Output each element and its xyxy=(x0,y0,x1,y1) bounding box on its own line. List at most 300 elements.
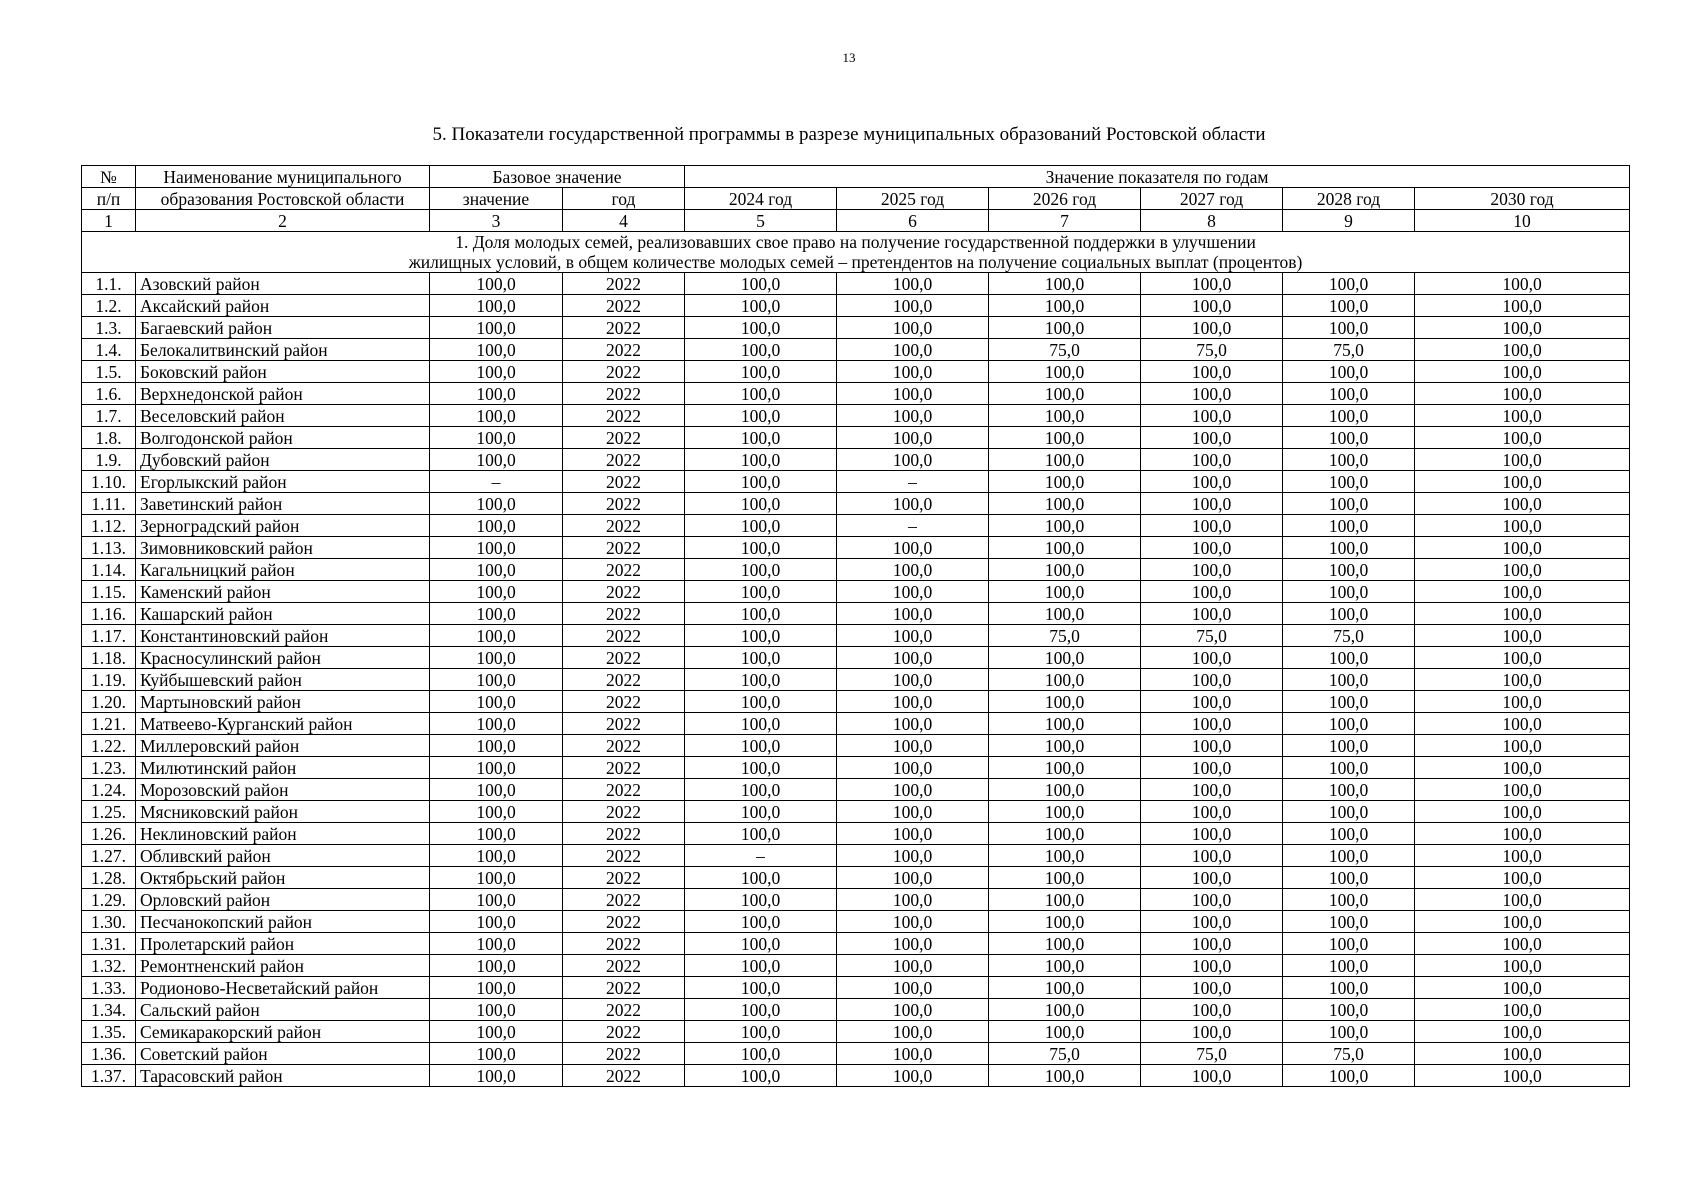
value-2027: 100,0 xyxy=(1141,471,1283,493)
value-2026: 75,0 xyxy=(989,1043,1141,1065)
value-2030: 100,0 xyxy=(1415,1021,1630,1043)
page-number: 13 xyxy=(842,50,856,65)
value-2027: 100,0 xyxy=(1141,669,1283,691)
value-2027: 100,0 xyxy=(1141,383,1283,405)
table-row xyxy=(82,383,1630,405)
value-2028: 100,0 xyxy=(1283,999,1415,1021)
value-2024: 100,0 xyxy=(685,713,837,735)
column-number: 5 xyxy=(685,210,837,232)
value-2030: 100,0 xyxy=(1415,845,1630,867)
municipality-name: Азовский район xyxy=(136,273,430,295)
value-2024: 100,0 xyxy=(685,317,837,339)
value-2027: 100,0 xyxy=(1141,757,1283,779)
page-title: 5. Показатели государственной программы в разрезе муниципальных образований Ростовской области xyxy=(432,124,1266,145)
value-2027: 100,0 xyxy=(1141,955,1283,977)
base-value: 100,0 xyxy=(430,427,563,449)
table-row xyxy=(82,625,1630,647)
base-value: 100,0 xyxy=(430,845,563,867)
value-2027: 100,0 xyxy=(1141,999,1283,1021)
row-number: 1.20. xyxy=(82,691,136,713)
value-2026: 100,0 xyxy=(989,537,1141,559)
value-2030: 100,0 xyxy=(1415,559,1630,581)
column-number: 8 xyxy=(1141,210,1283,232)
municipality-name: Советский район xyxy=(136,1043,430,1065)
table-row xyxy=(82,801,1630,823)
value-2024: 100,0 xyxy=(685,361,837,383)
value-2025: 100,0 xyxy=(837,933,989,955)
value-2026: 100,0 xyxy=(989,977,1141,999)
header-base-year: год xyxy=(563,188,685,210)
value-2030: 100,0 xyxy=(1415,361,1630,383)
value-2024: 100,0 xyxy=(685,889,837,911)
value-2026: 100,0 xyxy=(989,383,1141,405)
table-row xyxy=(82,823,1630,845)
header-row-1 xyxy=(82,166,1630,188)
value-2028: 100,0 xyxy=(1283,933,1415,955)
value-2024: 100,0 xyxy=(685,603,837,625)
row-number: 1.10. xyxy=(82,471,136,493)
base-value: 100,0 xyxy=(430,823,563,845)
value-2024: 100,0 xyxy=(685,999,837,1021)
base-year: 2022 xyxy=(563,537,685,559)
value-2030: 100,0 xyxy=(1415,515,1630,537)
value-2024: 100,0 xyxy=(685,383,837,405)
table-row xyxy=(82,515,1630,537)
row-number: 1.1. xyxy=(82,273,136,295)
table-row xyxy=(82,669,1630,691)
row-number: 1.22. xyxy=(82,735,136,757)
base-year: 2022 xyxy=(563,1021,685,1043)
base-value: 100,0 xyxy=(430,581,563,603)
value-2028: 100,0 xyxy=(1283,801,1415,823)
value-2027: 100,0 xyxy=(1141,427,1283,449)
value-2025: – xyxy=(837,471,989,493)
header-base-group: Базовое значение xyxy=(430,166,685,188)
value-2028: 100,0 xyxy=(1283,559,1415,581)
value-2028: 75,0 xyxy=(1283,1043,1415,1065)
base-value: 100,0 xyxy=(430,559,563,581)
row-number: 1.18. xyxy=(82,647,136,669)
value-2024: 100,0 xyxy=(685,295,837,317)
base-year: 2022 xyxy=(563,955,685,977)
value-2026: 100,0 xyxy=(989,1021,1141,1043)
table-row xyxy=(82,735,1630,757)
header-year-2024: 2024 год xyxy=(685,188,837,210)
value-2028: 100,0 xyxy=(1283,295,1415,317)
base-year: 2022 xyxy=(563,295,685,317)
value-2026: 100,0 xyxy=(989,317,1141,339)
value-2025: 100,0 xyxy=(837,317,989,339)
value-2028: 100,0 xyxy=(1283,713,1415,735)
row-number: 1.9. xyxy=(82,449,136,471)
base-value: 100,0 xyxy=(430,669,563,691)
value-2025: 100,0 xyxy=(837,669,989,691)
base-year: 2022 xyxy=(563,647,685,669)
value-2025: 100,0 xyxy=(837,779,989,801)
base-year: 2022 xyxy=(563,405,685,427)
municipality-name: Верхнедонской район xyxy=(136,383,430,405)
value-2030: 100,0 xyxy=(1415,999,1630,1021)
value-2030: 100,0 xyxy=(1415,713,1630,735)
value-2025: 100,0 xyxy=(837,647,989,669)
base-value: 100,0 xyxy=(430,1043,563,1065)
base-year: 2022 xyxy=(563,625,685,647)
value-2028: 100,0 xyxy=(1283,779,1415,801)
value-2025: 100,0 xyxy=(837,449,989,471)
municipality-name: Милютинский район xyxy=(136,757,430,779)
indicators-table xyxy=(81,165,1630,1087)
value-2024: 100,0 xyxy=(685,1043,837,1065)
value-2028: 100,0 xyxy=(1283,427,1415,449)
municipality-name: Заветинский район xyxy=(136,493,430,515)
value-2024: 100,0 xyxy=(685,977,837,999)
value-2026: 100,0 xyxy=(989,603,1141,625)
value-2027: 75,0 xyxy=(1141,625,1283,647)
municipality-name: Ремонтненский район xyxy=(136,955,430,977)
value-2030: 100,0 xyxy=(1415,273,1630,295)
base-value: 100,0 xyxy=(430,779,563,801)
base-year: 2022 xyxy=(563,977,685,999)
row-number: 1.33. xyxy=(82,977,136,999)
table-row xyxy=(82,493,1630,515)
municipality-name: Дубовский район xyxy=(136,449,430,471)
base-year: 2022 xyxy=(563,779,685,801)
value-2027: 75,0 xyxy=(1141,1043,1283,1065)
municipality-name: Семикаракорский район xyxy=(136,1021,430,1043)
table-row xyxy=(82,911,1630,933)
base-value: 100,0 xyxy=(430,801,563,823)
value-2026: 100,0 xyxy=(989,735,1141,757)
value-2026: 100,0 xyxy=(989,779,1141,801)
base-value: 100,0 xyxy=(430,911,563,933)
column-numbers-row xyxy=(82,210,1630,232)
header-num-sub: п/п xyxy=(82,188,136,210)
value-2025: 100,0 xyxy=(837,537,989,559)
column-number: 7 xyxy=(989,210,1141,232)
row-number: 1.15. xyxy=(82,581,136,603)
base-year: 2022 xyxy=(563,493,685,515)
column-number: 1 xyxy=(82,210,136,232)
value-2028: 75,0 xyxy=(1283,339,1415,361)
value-2026: 100,0 xyxy=(989,669,1141,691)
base-value: 100,0 xyxy=(430,449,563,471)
value-2025: 100,0 xyxy=(837,339,989,361)
municipality-name: Волгодонской район xyxy=(136,427,430,449)
value-2030: 100,0 xyxy=(1415,603,1630,625)
value-2030: 100,0 xyxy=(1415,295,1630,317)
value-2026: 75,0 xyxy=(989,339,1141,361)
row-number: 1.5. xyxy=(82,361,136,383)
row-number: 1.32. xyxy=(82,955,136,977)
value-2030: 100,0 xyxy=(1415,449,1630,471)
table-row xyxy=(82,1043,1630,1065)
value-2030: 100,0 xyxy=(1415,581,1630,603)
value-2030: 100,0 xyxy=(1415,889,1630,911)
value-2030: 100,0 xyxy=(1415,625,1630,647)
base-value: 100,0 xyxy=(430,537,563,559)
value-2027: 100,0 xyxy=(1141,361,1283,383)
base-year: 2022 xyxy=(563,581,685,603)
header-year-2028: 2028 год xyxy=(1283,188,1415,210)
municipality-name: Песчанокопский район xyxy=(136,911,430,933)
base-year: 2022 xyxy=(563,713,685,735)
value-2025: 100,0 xyxy=(837,735,989,757)
value-2028: 100,0 xyxy=(1283,361,1415,383)
value-2027: 100,0 xyxy=(1141,273,1283,295)
base-value: 100,0 xyxy=(430,647,563,669)
value-2026: 100,0 xyxy=(989,295,1141,317)
row-number: 1.11. xyxy=(82,493,136,515)
value-2030: 100,0 xyxy=(1415,779,1630,801)
value-2030: 100,0 xyxy=(1415,669,1630,691)
base-year: 2022 xyxy=(563,427,685,449)
column-number: 9 xyxy=(1283,210,1415,232)
row-number: 1.26. xyxy=(82,823,136,845)
value-2024: 100,0 xyxy=(685,449,837,471)
table-row xyxy=(82,471,1630,493)
value-2026: 100,0 xyxy=(989,867,1141,889)
base-value: 100,0 xyxy=(430,515,563,537)
value-2025: 100,0 xyxy=(837,493,989,515)
table-row xyxy=(82,977,1630,999)
table-row xyxy=(82,889,1630,911)
value-2027: 100,0 xyxy=(1141,405,1283,427)
table-row xyxy=(82,317,1630,339)
municipality-name: Родионово-Несветайский район xyxy=(136,977,430,999)
base-value: 100,0 xyxy=(430,317,563,339)
value-2024: 100,0 xyxy=(685,581,837,603)
value-2025: 100,0 xyxy=(837,581,989,603)
header-year-2027: 2027 год xyxy=(1141,188,1283,210)
value-2030: 100,0 xyxy=(1415,735,1630,757)
value-2025: 100,0 xyxy=(837,911,989,933)
value-2028: 100,0 xyxy=(1283,867,1415,889)
value-2028: 100,0 xyxy=(1283,405,1415,427)
table-row xyxy=(82,405,1630,427)
header-base-value: значение xyxy=(430,188,563,210)
table-row xyxy=(82,273,1630,295)
value-2027: 100,0 xyxy=(1141,1021,1283,1043)
value-2024: 100,0 xyxy=(685,757,837,779)
table-row xyxy=(82,427,1630,449)
table-row xyxy=(82,537,1630,559)
base-value: 100,0 xyxy=(430,273,563,295)
municipality-name: Неклиновский район xyxy=(136,823,430,845)
table-row xyxy=(82,559,1630,581)
value-2024: 100,0 xyxy=(685,867,837,889)
row-number: 1.12. xyxy=(82,515,136,537)
value-2027: 100,0 xyxy=(1141,713,1283,735)
value-2027: 75,0 xyxy=(1141,339,1283,361)
municipality-name: Белокалитвинский район xyxy=(136,339,430,361)
base-year: 2022 xyxy=(563,603,685,625)
value-2025: 100,0 xyxy=(837,845,989,867)
column-number: 4 xyxy=(563,210,685,232)
value-2030: 100,0 xyxy=(1415,911,1630,933)
value-2025: 100,0 xyxy=(837,977,989,999)
value-2024: 100,0 xyxy=(685,537,837,559)
base-value: 100,0 xyxy=(430,383,563,405)
municipality-name: Константиновский район xyxy=(136,625,430,647)
header-year-2030: 2030 год xyxy=(1415,188,1630,210)
value-2025: 100,0 xyxy=(837,273,989,295)
value-2028: 100,0 xyxy=(1283,603,1415,625)
row-number: 1.36. xyxy=(82,1043,136,1065)
value-2027: 100,0 xyxy=(1141,933,1283,955)
value-2030: 100,0 xyxy=(1415,383,1630,405)
value-2030: 100,0 xyxy=(1415,801,1630,823)
value-2026: 100,0 xyxy=(989,845,1141,867)
municipality-name: Мясниковский район xyxy=(136,801,430,823)
row-number: 1.4. xyxy=(82,339,136,361)
value-2025: 100,0 xyxy=(837,559,989,581)
value-2024: 100,0 xyxy=(685,801,837,823)
value-2024: 100,0 xyxy=(685,1021,837,1043)
section-title-line-1: 1. Доля молодых семей, реализовавших свое право на получение государственной поддержки в улучшении xyxy=(455,232,1256,252)
value-2030: 100,0 xyxy=(1415,933,1630,955)
value-2028: 100,0 xyxy=(1283,955,1415,977)
value-2027: 100,0 xyxy=(1141,493,1283,515)
row-number: 1.29. xyxy=(82,889,136,911)
municipality-name: Аксайский район xyxy=(136,295,430,317)
municipality-name: Мартыновский район xyxy=(136,691,430,713)
value-2027: 100,0 xyxy=(1141,537,1283,559)
value-2025: 100,0 xyxy=(837,713,989,735)
base-value: 100,0 xyxy=(430,999,563,1021)
value-2024: 100,0 xyxy=(685,515,837,537)
base-year: 2022 xyxy=(563,889,685,911)
table-row xyxy=(82,295,1630,317)
base-year: 2022 xyxy=(563,801,685,823)
value-2027: 100,0 xyxy=(1141,647,1283,669)
value-2024: 100,0 xyxy=(685,955,837,977)
value-2026: 100,0 xyxy=(989,427,1141,449)
value-2025: 100,0 xyxy=(837,603,989,625)
row-number: 1.23. xyxy=(82,757,136,779)
row-number: 1.24. xyxy=(82,779,136,801)
base-year: 2022 xyxy=(563,471,685,493)
value-2026: 100,0 xyxy=(989,911,1141,933)
base-value: 100,0 xyxy=(430,889,563,911)
table-row xyxy=(82,713,1630,735)
table-row xyxy=(82,691,1630,713)
value-2025: 100,0 xyxy=(837,1043,989,1065)
table-row xyxy=(82,1065,1630,1087)
base-value: 100,0 xyxy=(430,1021,563,1043)
value-2030: 100,0 xyxy=(1415,823,1630,845)
table-header xyxy=(82,166,1630,210)
value-2027: 100,0 xyxy=(1141,779,1283,801)
value-2028: 100,0 xyxy=(1283,757,1415,779)
value-2024: 100,0 xyxy=(685,779,837,801)
value-2027: 100,0 xyxy=(1141,977,1283,999)
value-2028: 100,0 xyxy=(1283,1065,1415,1087)
municipality-name: Миллеровский район xyxy=(136,735,430,757)
value-2030: 100,0 xyxy=(1415,977,1630,999)
section-title xyxy=(82,232,1630,273)
header-row-2 xyxy=(82,188,1630,210)
base-year: 2022 xyxy=(563,1065,685,1087)
value-2030: 100,0 xyxy=(1415,339,1630,361)
value-2026: 100,0 xyxy=(989,559,1141,581)
row-number: 1.17. xyxy=(82,625,136,647)
row-number: 1.8. xyxy=(82,427,136,449)
municipality-name: Боковский район xyxy=(136,361,430,383)
base-value: 100,0 xyxy=(430,405,563,427)
table-row xyxy=(82,845,1630,867)
base-value: 100,0 xyxy=(430,977,563,999)
value-2028: 100,0 xyxy=(1283,471,1415,493)
municipality-name: Зимовниковский район xyxy=(136,537,430,559)
value-2024: – xyxy=(685,845,837,867)
value-2030: 100,0 xyxy=(1415,1065,1630,1087)
value-2030: 100,0 xyxy=(1415,317,1630,339)
base-value: 100,0 xyxy=(430,735,563,757)
value-2027: 100,0 xyxy=(1141,823,1283,845)
base-year: 2022 xyxy=(563,273,685,295)
table-row xyxy=(82,955,1630,977)
value-2027: 100,0 xyxy=(1141,603,1283,625)
row-number: 1.16. xyxy=(82,603,136,625)
value-2027: 100,0 xyxy=(1141,845,1283,867)
value-2028: 100,0 xyxy=(1283,383,1415,405)
value-2027: 100,0 xyxy=(1141,889,1283,911)
column-number: 10 xyxy=(1415,210,1630,232)
base-year: 2022 xyxy=(563,867,685,889)
value-2026: 100,0 xyxy=(989,757,1141,779)
header-years-group: Значение показателя по годам xyxy=(685,166,1630,188)
value-2025: 100,0 xyxy=(837,889,989,911)
value-2027: 100,0 xyxy=(1141,867,1283,889)
value-2024: 100,0 xyxy=(685,427,837,449)
value-2027: 100,0 xyxy=(1141,691,1283,713)
row-number: 1.14. xyxy=(82,559,136,581)
value-2026: 100,0 xyxy=(989,823,1141,845)
value-2030: 100,0 xyxy=(1415,493,1630,515)
value-2024: 100,0 xyxy=(685,691,837,713)
value-2027: 100,0 xyxy=(1141,317,1283,339)
base-value: 100,0 xyxy=(430,933,563,955)
value-2026: 100,0 xyxy=(989,933,1141,955)
value-2028: 100,0 xyxy=(1283,1021,1415,1043)
value-2027: 100,0 xyxy=(1141,449,1283,471)
table-row xyxy=(82,603,1630,625)
table-body xyxy=(82,210,1630,1087)
value-2027: 100,0 xyxy=(1141,1065,1283,1087)
table-row xyxy=(82,1021,1630,1043)
value-2025: 100,0 xyxy=(837,1021,989,1043)
municipality-name: Веселовский район xyxy=(136,405,430,427)
value-2028: 100,0 xyxy=(1283,669,1415,691)
value-2024: 100,0 xyxy=(685,647,837,669)
table-row xyxy=(82,449,1630,471)
value-2030: 100,0 xyxy=(1415,757,1630,779)
row-number: 1.27. xyxy=(82,845,136,867)
value-2027: 100,0 xyxy=(1141,735,1283,757)
section-row xyxy=(82,232,1630,273)
value-2028: 100,0 xyxy=(1283,845,1415,867)
base-year: 2022 xyxy=(563,999,685,1021)
table-row xyxy=(82,933,1630,955)
base-year: 2022 xyxy=(563,339,685,361)
row-number: 1.35. xyxy=(82,1021,136,1043)
value-2028: 100,0 xyxy=(1283,537,1415,559)
base-value: 100,0 xyxy=(430,295,563,317)
value-2028: 100,0 xyxy=(1283,273,1415,295)
value-2028: 100,0 xyxy=(1283,317,1415,339)
municipality-name: Обливский район xyxy=(136,845,430,867)
base-year: 2022 xyxy=(563,1043,685,1065)
